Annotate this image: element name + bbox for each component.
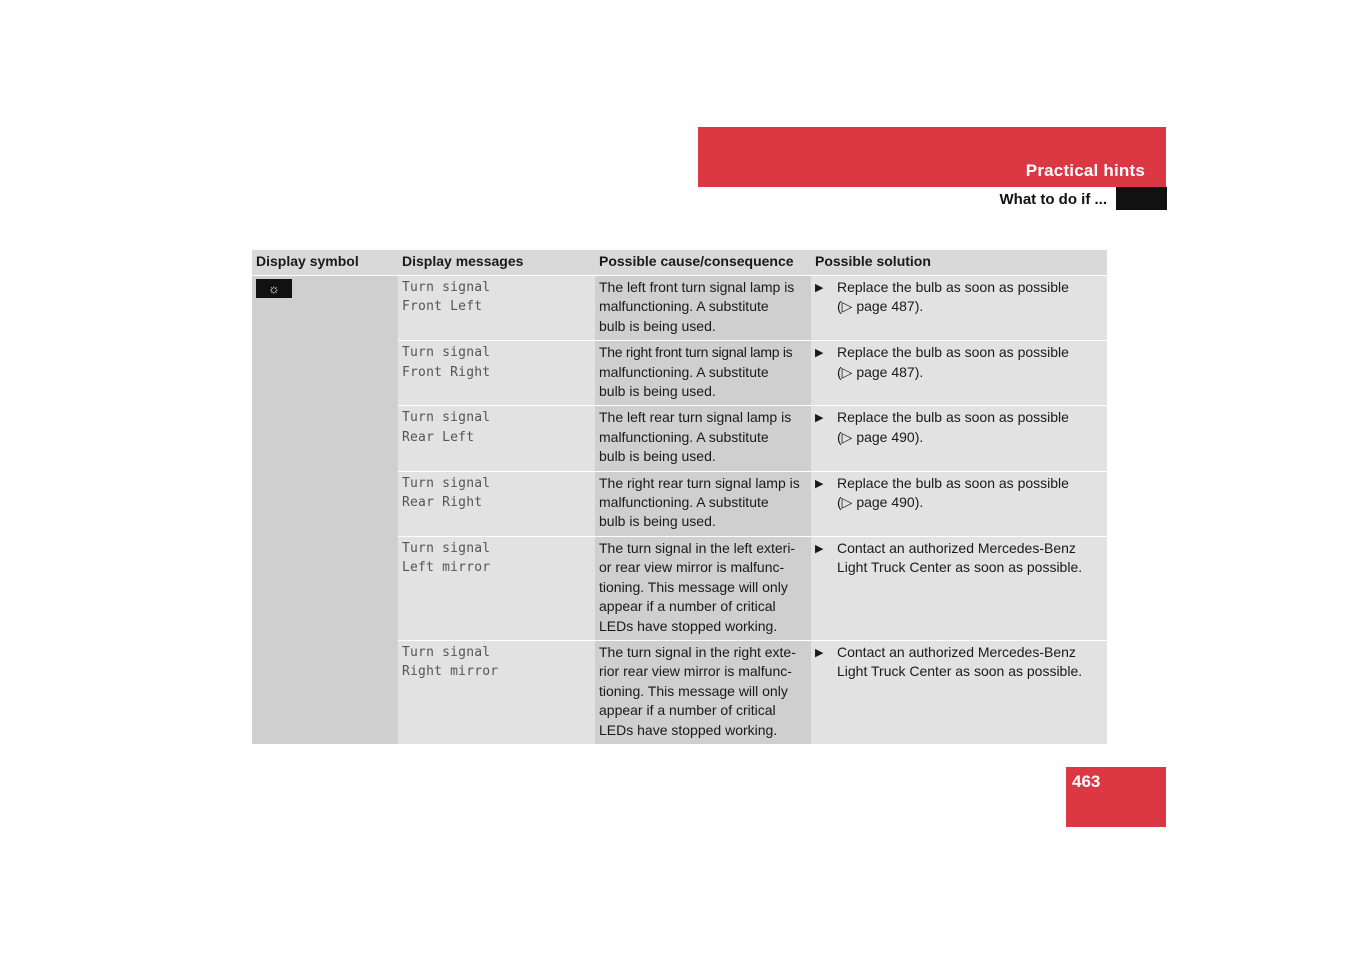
display-message-cell: Turn signal Rear Right [398,471,595,536]
display-message-cell: Turn signal Front Right [398,341,595,406]
solution-cell: ▶ Contact an authorized Mercedes-Benz Light Truck Center as soon as possible. [811,536,1107,640]
cause-cell: The turn signal in the left exteri- or rear view mirror is malfunc- tioning. This message will only appear if a number of critical LEDs have stopped working. [595,536,811,640]
cause-cell: The left front turn signal lamp is malfunctioning. A substitute bulb is being used. [595,276,811,341]
header-display-messages: Display messages [398,250,595,276]
table-header-row [252,250,1107,276]
bullet-arrow-icon: ▶ [815,477,824,490]
cause-cell: The right rear turn signal lamp is malfunctioning. A substitute bulb is being used. [595,471,811,536]
display-message-cell: Turn signal Front Left [398,276,595,341]
cause-cell: The left rear turn signal lamp is malfunctioning. A substitute bulb is being used. [595,406,811,471]
solution-cell: ▶ Replace the bulb as soon as possible (▷ page 490). [811,471,1107,536]
page-number: 463 [1072,772,1101,791]
cause-cell: The right front turn signal lamp is malfunctioning. A substitute bulb is being used. [595,341,811,406]
turn-signal-lamp-icon: ☼ [256,279,292,298]
header-possible-cause: Possible cause/consequence [595,250,811,276]
display-message-cell: Turn signal Rear Left [398,406,595,471]
section-title: Practical hints [1025,161,1145,180]
bullet-arrow-icon: ▶ [815,347,824,360]
bullet-arrow-icon: ▶ [815,646,824,659]
header-band [698,127,1166,187]
bullet-arrow-icon: ▶ [815,282,824,294]
solution-cell: ▶ Replace the bulb as soon as possible (▷ page 490). [811,406,1107,471]
bullet-arrow-icon: ▶ [815,542,824,555]
display-symbol-cell [252,276,398,744]
solution-cell: ▶ Replace the bulb as soon as possible (▷ page 487). [811,341,1107,406]
bullet-arrow-icon: ▶ [815,412,824,425]
display-message-cell: Turn signal Left mirror [398,536,595,640]
subsection-title: What to do if ... [999,191,1107,208]
cause-cell: The turn signal in the right exte- rior rear view mirror is malfunc- tioning. This message will only appear if a number of critical LEDs have stopped working. [595,640,811,744]
section-tab-marker [1116,187,1167,210]
display-message-cell: Turn signal Right mirror [398,640,595,744]
table-row [252,276,1107,341]
header-display-symbol: Display symbol [252,250,398,276]
solution-cell: ▶ Replace the bulb as soon as possible (▷ page 487). [811,276,1107,341]
display-messages-table [252,250,1107,744]
header-possible-solution: Possible solution [811,250,1107,276]
solution-cell: ▶ Contact an authorized Mercedes-Benz Light Truck Center as soon as possible. [811,640,1107,744]
page-number-box [1066,767,1166,827]
